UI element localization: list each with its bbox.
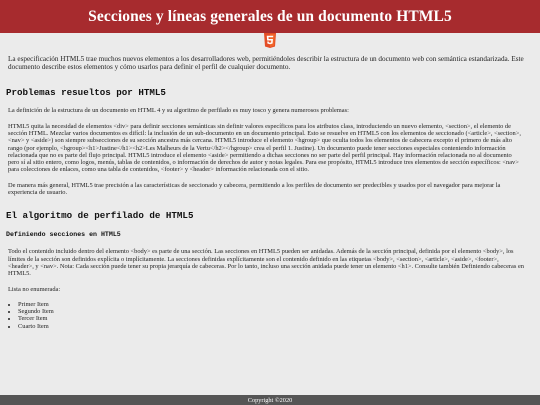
main-content xyxy=(0,55,540,330)
list-intro-label: Lista no enumerada: xyxy=(8,285,61,293)
defining-sections-paragraph: Todo el contenido incluido dentro del elemento <body> es parte de una sección. Las secciones en HTML5 pueden ser anidadas. Además de la sección principal, definida por el elemento <body>, los límites de la sección son definidos explícita o implícitamente. La secciones definidas explícitamente son el contenido definido en las etiquetas <body>, <section>, <article>, <aside>, <footer>, <header>, y <nav>. Nota: Cada sección puede tener su propia jerarquía de cabeceras. Por lo tanto, incluso una sección anidada puede tener un elemento <h1>. Consulte también Definiendo cabeceras en HTML5. xyxy=(8,248,524,278)
list-item: • Segundo Item xyxy=(18,308,532,315)
problems-summary-paragraph: De manera más general, HTML5 trae precisión a las características de seccionado y cabecera, permitiendo a los perfiles de documento ser predecibles y usados por el navegador para mejorar la experiencia de usuario. xyxy=(8,181,501,197)
subsection-heading-defining: Definiendo secciones en HTML5 xyxy=(6,231,121,239)
logo-container xyxy=(0,33,540,49)
list-item: • Tercer Item xyxy=(18,315,532,322)
intro-paragraph: La especificación HTML5 trae muchos nuevos elementos a los desarrolladores web, permitiéndoles describir la estructura de un documento web con semántica estandarizada. Este documento describe estos elementos y cómo usarlos para definir el perfil de cualquier documento. xyxy=(8,55,524,72)
problems-intro-paragraph: La definición de la estructura de un documento en HTML 4 y su algoritmo de perfilado es muy tosco y genera numerosos problemas: xyxy=(8,107,349,115)
unordered-list xyxy=(8,301,532,330)
page-title: Secciones y líneas generales de un documento HTML5 xyxy=(88,7,452,25)
problems-detail-paragraph: HTML5 quita la necesidad de elementos <div> para definir secciones semánticas sin definir valores específicos para los atributos class, introduciendo un nuevo elemento, <section>, el elemento de sección HTML. Mezclar varios documentos es difícil: la inclusión de un sub-documento en un documento principal. Esto se resuelve en HTML5 con los elementos de seccionado (<article>, <section>, <nav> y <aside>) son siempre subsecciones de su sección ancestra más cercana. HTML5 introduce el elemento <hgroup> que oculta todos los elementos de cabecera excepto el primero de más alto rango (por ejemplo, <hgroup><h1>Justine</h1><h2>Les Malheurs de la Vertu</h2></hgroup> crea el perfil 1. Justine). Un documento puede tener secciones especiales conteniendo información relacionada que no es parte del flujo principal. HTML5 introduce el elemento <aside> permitiendo a dichas secciones no ser parte del perfil principal. Hay información relacionada no al documento pero sí al sitio entero, como logos, menús, tablas de contenidos, o información de derechos de autor y notas legales. Para ese propósito, HTML5 introduce tres elementos de sección específicos: <nav> para colecciones de enlaces, como una tabla de contenidos, <footer> y <header> información relacionada con el sitio. xyxy=(8,122,521,174)
list-item: • Primer Item xyxy=(18,301,532,308)
section-heading-algorithm: El algoritmo de perfilado de HTML5 xyxy=(6,210,194,222)
copyright-text: Copyright ©2020 xyxy=(247,396,293,404)
page-header xyxy=(0,0,540,33)
page-footer xyxy=(0,395,540,405)
list-item: • Cuarto Item xyxy=(18,323,532,330)
section-heading-problems: Problemas resueltos por HTML5 xyxy=(6,87,166,99)
html5-logo-icon xyxy=(263,33,277,49)
